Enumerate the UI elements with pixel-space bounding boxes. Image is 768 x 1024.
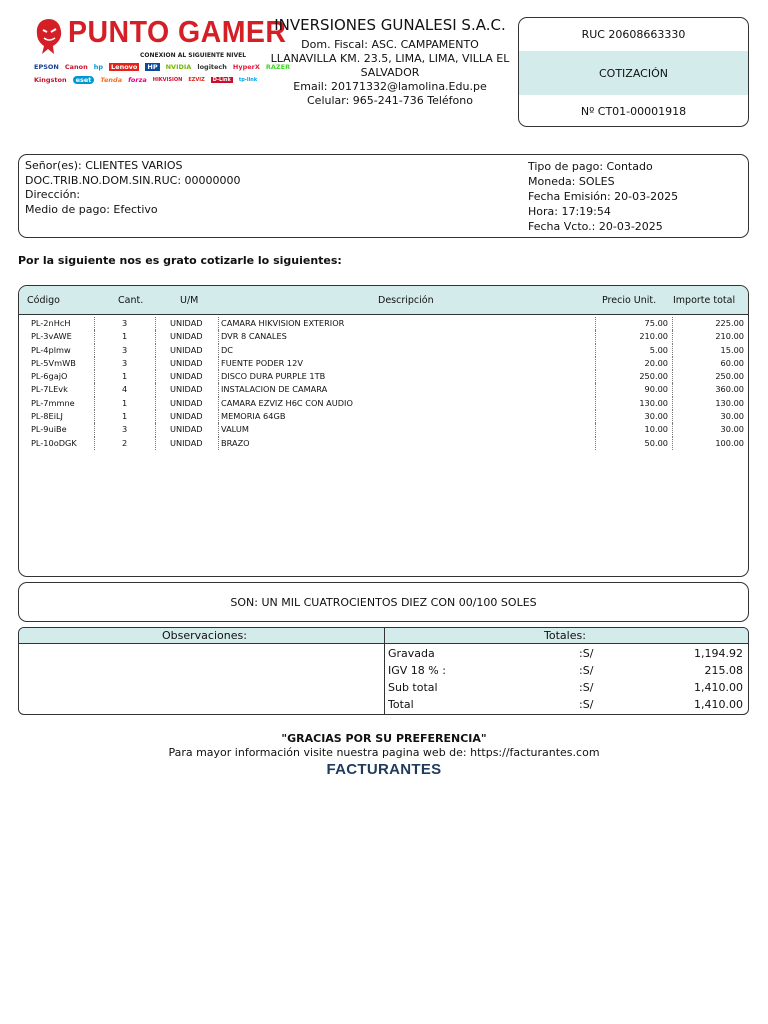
cell-code: PL-4plmw bbox=[31, 344, 71, 355]
totals-box bbox=[18, 627, 749, 715]
table-row bbox=[19, 397, 748, 410]
column-separator bbox=[595, 317, 596, 330]
cell-total: 15.00 bbox=[720, 344, 744, 355]
cell-code: PL-9uiBe bbox=[31, 424, 67, 435]
brand-logo: Tenda bbox=[100, 76, 123, 84]
column-separator bbox=[595, 423, 596, 436]
cell-total: 100.00 bbox=[715, 437, 744, 448]
totals-row-value: 1,410.00 bbox=[694, 681, 743, 694]
column-separator bbox=[595, 370, 596, 383]
cell-qty: 1 bbox=[122, 331, 128, 342]
cell-desc: DISCO DURA PURPLE 1TB bbox=[221, 371, 326, 382]
cell-qty: 2 bbox=[122, 437, 128, 448]
brand-logo: RAZER bbox=[265, 63, 291, 71]
cell-qty: 1 bbox=[122, 411, 128, 422]
column-separator bbox=[595, 383, 596, 396]
table-row bbox=[19, 383, 748, 396]
client-name: Señor(es): CLIENTES VARIOS bbox=[25, 159, 183, 172]
column-separator bbox=[218, 423, 219, 436]
totals-row-value: 215.08 bbox=[704, 664, 743, 677]
cell-price: 90.00 bbox=[644, 384, 668, 395]
document-number: Nº CT01-00001918 bbox=[580, 105, 687, 118]
column-separator bbox=[218, 397, 219, 410]
due-date: Fecha Vcto.: 20-03-2025 bbox=[528, 220, 663, 233]
totals-row-value: 1,410.00 bbox=[694, 698, 743, 711]
items-table bbox=[18, 285, 749, 577]
column-separator bbox=[155, 423, 156, 436]
thanks-message: "GRACIAS POR SU PREFERENCIA" bbox=[281, 732, 487, 745]
table-row bbox=[19, 344, 748, 357]
cell-unit: UNIDAD bbox=[170, 397, 203, 408]
column-separator bbox=[672, 344, 673, 357]
totals-row bbox=[385, 696, 749, 713]
document-type: COTIZACIÓN bbox=[519, 51, 748, 95]
col-header-qty: Cant. bbox=[118, 295, 144, 306]
cell-unit: UNIDAD bbox=[170, 437, 203, 448]
column-separator bbox=[218, 370, 219, 383]
payment-method: Medio de pago: Efectivo bbox=[25, 202, 158, 216]
cell-desc: VALUM bbox=[221, 424, 249, 435]
cell-qty: 3 bbox=[122, 357, 128, 368]
cell-price: 5.00 bbox=[649, 344, 668, 355]
brand-logo: D-Link bbox=[212, 77, 231, 83]
column-separator bbox=[672, 437, 673, 450]
cell-unit: UNIDAD bbox=[170, 318, 203, 328]
brand-logo: logitech bbox=[197, 63, 227, 71]
column-separator bbox=[94, 317, 95, 330]
brand-logo: forza bbox=[128, 76, 147, 84]
brand-logo: HyperX bbox=[232, 63, 260, 71]
logo-tagline: CONEXION AL SIGUIENTE NIVEL bbox=[140, 52, 247, 59]
column-separator bbox=[672, 383, 673, 396]
brand-logo: hp bbox=[93, 63, 104, 71]
cell-desc: FUENTE PODER 12V bbox=[221, 357, 303, 368]
table-row bbox=[19, 357, 748, 370]
cell-total: 30.00 bbox=[720, 411, 744, 422]
cell-unit: UNIDAD bbox=[170, 331, 203, 342]
totals-label: Totales: bbox=[544, 629, 586, 642]
facturantes-logo: FACTURANTES bbox=[326, 761, 442, 778]
cell-qty: 4 bbox=[122, 384, 128, 395]
cell-total: 30.00 bbox=[720, 424, 744, 435]
column-separator bbox=[155, 344, 156, 357]
totals-row-label: Total bbox=[388, 698, 414, 711]
column-separator bbox=[218, 317, 219, 330]
column-separator bbox=[218, 330, 219, 343]
column-separator bbox=[672, 357, 673, 370]
column-separator bbox=[672, 423, 673, 436]
brand-logos-row-1 bbox=[34, 63, 290, 71]
col-header-code: Código bbox=[27, 295, 60, 306]
column-separator bbox=[94, 370, 95, 383]
col-header-desc: Descripción bbox=[378, 295, 434, 306]
column-separator bbox=[672, 317, 673, 330]
column-separator bbox=[218, 344, 219, 357]
logo-title: PUNTO GAMER bbox=[68, 14, 287, 49]
cell-qty: 3 bbox=[122, 318, 128, 328]
cell-desc: DC bbox=[221, 344, 234, 355]
company-phone: Celular: 965-241-736 Teléfono bbox=[307, 94, 473, 107]
column-separator bbox=[155, 357, 156, 370]
column-separator bbox=[595, 397, 596, 410]
cell-total: 210.00 bbox=[715, 331, 744, 342]
cell-code: PL-5VmWB bbox=[31, 357, 76, 368]
company-email: Email: 20171332@lamolina.Edu.pe bbox=[293, 80, 487, 93]
cell-unit: UNIDAD bbox=[170, 384, 203, 395]
brand-logo: Canon bbox=[64, 63, 88, 71]
amount-in-words-box bbox=[18, 582, 749, 622]
cell-price: 130.00 bbox=[639, 397, 668, 408]
cell-price: 50.00 bbox=[644, 437, 668, 448]
totals-row bbox=[385, 662, 749, 679]
footer bbox=[0, 732, 768, 778]
column-separator bbox=[595, 344, 596, 357]
items-table-header bbox=[19, 286, 748, 315]
totals-row-currency: :S/ bbox=[579, 698, 594, 711]
column-separator bbox=[94, 330, 95, 343]
cell-desc: DVR 8 CANALES bbox=[221, 331, 287, 342]
column-separator bbox=[595, 437, 596, 450]
cell-total: 60.00 bbox=[720, 357, 744, 368]
cell-qty: 1 bbox=[122, 397, 128, 408]
column-separator bbox=[595, 330, 596, 343]
column-separator bbox=[94, 397, 95, 410]
cell-price: 250.00 bbox=[639, 371, 668, 382]
column-separator bbox=[155, 330, 156, 343]
cell-desc: CAMARA EZVIZ H6C CON AUDIO bbox=[221, 397, 353, 408]
column-separator bbox=[94, 383, 95, 396]
brand-logo: HIKVISION bbox=[152, 77, 183, 83]
table-row bbox=[19, 317, 748, 330]
column-separator bbox=[595, 410, 596, 423]
totals-row bbox=[385, 645, 749, 662]
cell-price: 10.00 bbox=[644, 424, 668, 435]
amount-in-words: SON: UN MIL CUATROCIENTOS DIEZ CON 00/100 SOLES bbox=[230, 595, 537, 609]
cell-total: 360.00 bbox=[715, 384, 744, 395]
cell-unit: UNIDAD bbox=[170, 344, 203, 355]
col-header-unit: U/M bbox=[180, 295, 199, 306]
cell-desc: INSTALACION DE CAMARA bbox=[221, 384, 328, 395]
column-separator bbox=[595, 357, 596, 370]
totals-row-label: Gravada bbox=[388, 647, 435, 660]
ruc-number: RUC 20608663330 bbox=[581, 28, 686, 41]
cell-total: 225.00 bbox=[715, 318, 744, 328]
column-separator bbox=[94, 423, 95, 436]
payment-details bbox=[528, 159, 678, 234]
intro-text: Por la siguiente nos es grato cotizarle lo siguientes: bbox=[18, 254, 342, 267]
company-address-line: LLANAVILLA KM. 23.5, LIMA, LIMA, VILLA EL bbox=[270, 52, 510, 65]
cell-qty: 3 bbox=[122, 344, 128, 355]
column-separator bbox=[218, 383, 219, 396]
currency: Moneda: SOLES bbox=[528, 175, 615, 188]
column-separator bbox=[218, 410, 219, 423]
company-address-line: SALVADOR bbox=[360, 66, 420, 79]
cell-total: 250.00 bbox=[715, 371, 744, 382]
company-name: INVERSIONES GUNALESI S.A.C. bbox=[274, 16, 506, 34]
totals-row-label: IGV 18 % : bbox=[388, 664, 446, 677]
issue-date: Fecha Emisión: 20-03-2025 bbox=[528, 190, 679, 203]
column-separator bbox=[94, 410, 95, 423]
cell-code: PL-3vAWE bbox=[31, 331, 72, 342]
brand-logos-row-2 bbox=[34, 76, 257, 84]
cell-total: 130.00 bbox=[715, 397, 744, 408]
brand-logo: Lenovo bbox=[111, 63, 138, 71]
totals-row-value: 1,194.92 bbox=[694, 647, 743, 660]
cell-qty: 1 bbox=[122, 371, 128, 382]
cell-unit: UNIDAD bbox=[170, 424, 203, 435]
column-separator bbox=[155, 370, 156, 383]
totals-row-currency: :S/ bbox=[579, 681, 594, 694]
column-separator bbox=[155, 383, 156, 396]
totals-row bbox=[385, 679, 749, 696]
column-separator bbox=[94, 437, 95, 450]
column-separator bbox=[672, 397, 673, 410]
cell-unit: UNIDAD bbox=[170, 371, 203, 382]
document-id-box bbox=[518, 17, 749, 127]
client-details bbox=[25, 159, 241, 217]
table-row bbox=[19, 423, 748, 436]
cell-price: 20.00 bbox=[644, 357, 668, 368]
brand-logo: EPSON bbox=[34, 63, 59, 71]
cell-qty: 3 bbox=[122, 424, 128, 435]
table-row bbox=[19, 330, 748, 343]
column-separator bbox=[218, 357, 219, 370]
column-separator bbox=[94, 357, 95, 370]
totals-row-currency: :S/ bbox=[579, 647, 594, 660]
column-separator bbox=[155, 317, 156, 330]
website-note: Para mayor información visite nuestra pagina web de: https://facturantes.com bbox=[168, 746, 600, 759]
totals-row-currency: :S/ bbox=[579, 664, 594, 677]
cell-code: PL-7mmne bbox=[31, 397, 75, 408]
cell-desc: BRAZO bbox=[221, 437, 250, 448]
company-logo bbox=[32, 14, 291, 94]
column-separator bbox=[218, 437, 219, 450]
cell-code: PL-10oDGK bbox=[31, 437, 77, 448]
cell-price: 30.00 bbox=[644, 411, 668, 422]
brand-logo: eset bbox=[73, 76, 95, 84]
column-separator bbox=[155, 410, 156, 423]
cell-desc: MEMORIA 64GB bbox=[221, 411, 286, 422]
brand-logo: EZVIZ bbox=[188, 77, 205, 83]
table-row bbox=[19, 370, 748, 383]
issue-time: Hora: 17:19:54 bbox=[528, 205, 611, 218]
cell-unit: UNIDAD bbox=[170, 411, 203, 422]
cell-code: PL-8EiLJ bbox=[31, 411, 63, 422]
items-table-body bbox=[19, 315, 748, 450]
cell-code: PL-2nHcH bbox=[31, 318, 71, 328]
gamer-mascot-icon bbox=[32, 16, 66, 56]
brand-logo: Kingston bbox=[34, 76, 67, 84]
column-separator bbox=[672, 410, 673, 423]
company-info bbox=[270, 16, 510, 108]
cell-price: 75.00 bbox=[644, 318, 668, 328]
brand-logo: HP bbox=[147, 63, 158, 71]
totals-row-label: Sub total bbox=[388, 681, 438, 694]
cell-price: 210.00 bbox=[639, 331, 668, 342]
company-address-line: Dom. Fiscal: ASC. CAMPAMENTO bbox=[301, 38, 479, 51]
client-info-box bbox=[18, 154, 749, 238]
table-row bbox=[19, 410, 748, 423]
observations-label: Observaciones: bbox=[162, 629, 247, 642]
column-separator bbox=[672, 370, 673, 383]
table-row bbox=[19, 437, 748, 450]
column-separator bbox=[155, 437, 156, 450]
client-address: Dirección: bbox=[25, 188, 81, 201]
column-separator bbox=[672, 330, 673, 343]
client-doc: DOC.TRIB.NO.DOM.SIN.RUC: 00000000 bbox=[25, 173, 241, 187]
cell-desc: CAMARA HIKVISION EXTERIOR bbox=[221, 318, 345, 328]
col-header-price: Precio Unit. bbox=[602, 295, 657, 306]
payment-type: Tipo de pago: Contado bbox=[528, 160, 653, 173]
col-header-total: Importe total bbox=[673, 295, 736, 306]
cell-code: PL-7LEvk bbox=[31, 384, 68, 395]
column-separator bbox=[94, 344, 95, 357]
cell-code: PL-6gajO bbox=[31, 371, 68, 382]
column-separator bbox=[155, 397, 156, 410]
brand-logo: NVIDIA bbox=[165, 63, 192, 71]
cell-unit: UNIDAD bbox=[170, 357, 203, 368]
brand-logo: tp-link bbox=[238, 77, 258, 83]
